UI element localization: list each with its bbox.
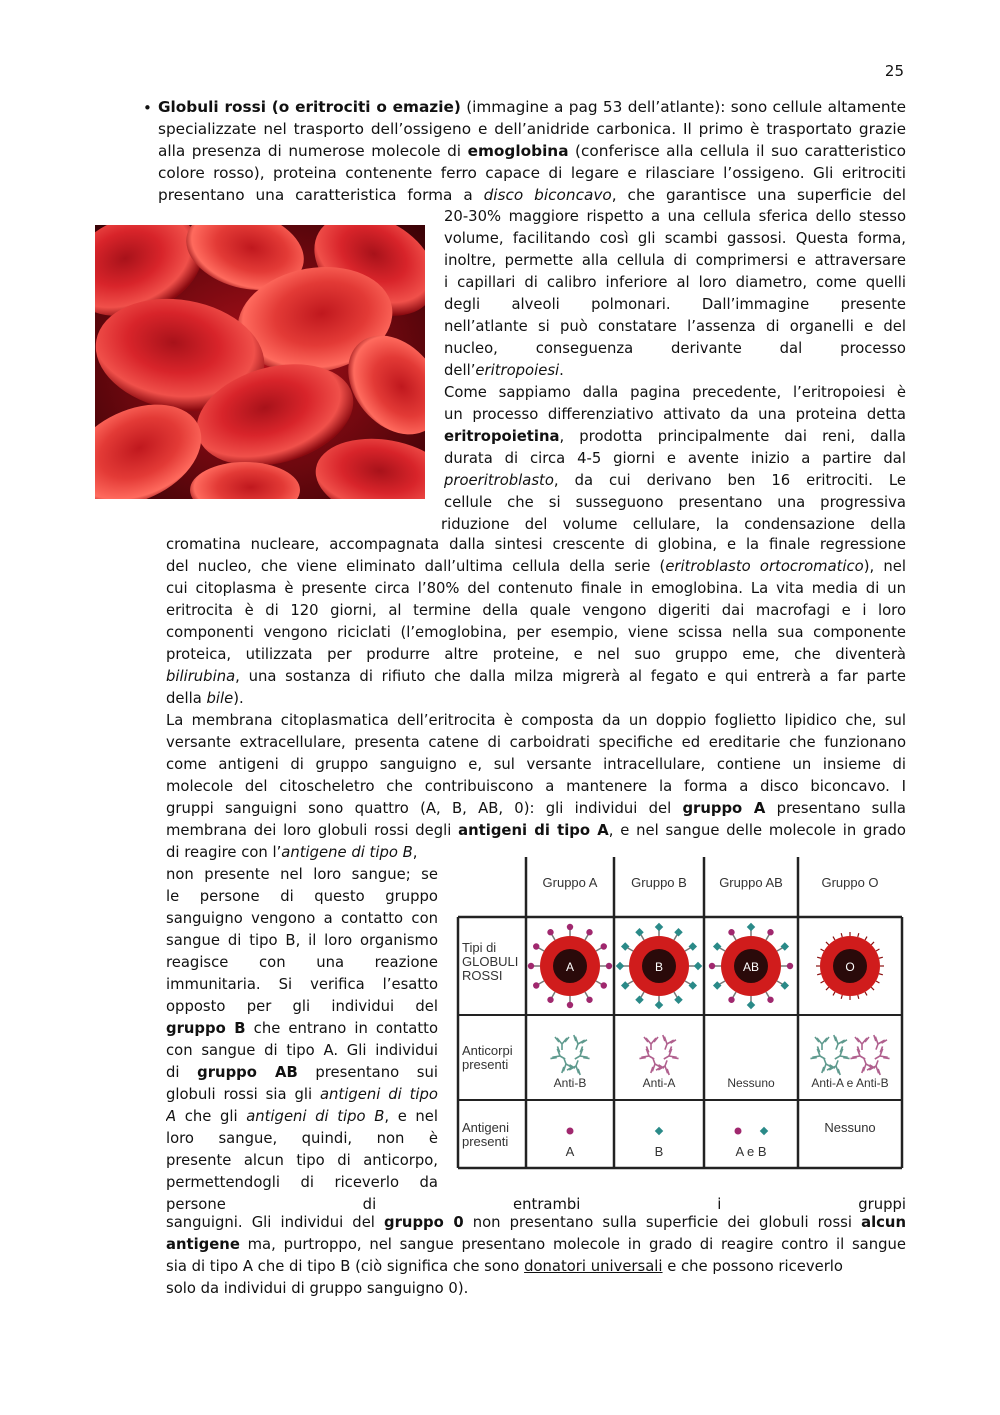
text-segment: proeritroblasto [444,472,554,489]
text-segment: presente alcun tipo di anticorpo, [166,1152,438,1169]
row-label: GLOBULI [462,954,519,969]
row-label: ROSSI [462,968,503,983]
text-segment: riduzione del volume cellulare, la condensazione della [441,516,906,533]
text-line [166,1278,906,1300]
cell-fringe [858,995,859,999]
text-segment: antigene di tipo B [281,844,413,861]
column-header: Gruppo AB [719,875,783,890]
blood-groups-table [456,855,904,1172]
red-blood-cells-photo [95,225,425,499]
text-line [166,1084,438,1106]
page-number: 25 [884,62,904,80]
text-segment: sanguigno vengono a contatto con [166,910,438,927]
antibody-y-shape [855,1037,869,1050]
antibody-y-shape [829,1035,847,1052]
cell-fringe [879,957,883,958]
antibody-y-shape [569,1035,587,1052]
text-line [166,996,438,1018]
antibody-y-shape [869,1035,887,1052]
text-line [166,886,438,908]
antigen-b-marker [655,1127,663,1135]
text-line [166,1212,906,1234]
antibody-y-shape [557,1056,575,1073]
text-line [166,1106,438,1128]
antibody-label: Anti-A [642,1076,676,1090]
text-segment: , da cui derivano ben 16 eritrociti. Le [553,472,906,489]
column-header: Gruppo A [542,875,598,890]
text-segment: i capillari di calibro inferiore al loro diametro, come quelli [444,274,906,291]
text-segment: inoltre, permette alla cellula di comprimersi e attraversare [444,252,906,269]
text-segment: le persone di questo gruppo [166,888,438,905]
cell-fringe [858,933,859,937]
text-segment: un processo differenziativo attivato da una proteina detta [444,406,906,423]
cell-fringe [871,942,874,945]
cell-fringe [826,942,829,945]
text-segment: antigeni di tipo [319,1086,438,1103]
text-line [166,1040,438,1062]
text-segment: durata di circa 4-5 giorni e avente inizio a partire dal [444,450,906,467]
text-line [444,448,906,470]
text-line [444,404,906,426]
text-line [444,294,906,316]
text-segment: gruppo AB [197,1064,298,1081]
text-segment: antigeni di tipo B [246,1108,385,1125]
text-segment: emoglobina [467,142,569,160]
text-segment: proteica, utilizzata per produrre altre proteine, e nel suo gruppo eme, che diventerà [166,646,906,663]
antigen-a-marker [567,1128,574,1135]
text-line [166,1150,438,1172]
text-line [444,470,906,492]
antigen-a-marker [601,943,607,949]
text-line [166,578,906,600]
text-line [166,666,906,688]
text-segment: bile [206,690,234,707]
antibody-y-shape [815,1037,829,1050]
text-segment: presentano sulla [765,800,906,817]
antigen-a-marker [728,929,734,935]
text-line [166,688,906,710]
text-segment: antigeni di tipo A [458,822,609,839]
column-header: Gruppo B [631,875,687,890]
text-segment: alla presenza di numerose molecole di [158,142,468,160]
text-line [166,908,438,930]
row-label: Tipi di [462,940,497,955]
text-line [166,864,438,886]
cell-fringe [841,995,842,999]
cell-fringe [865,992,867,995]
cell-fringe [841,933,842,937]
text-segment: come antigeni di gruppo sanguigno e, sul versante intracellulare, contiene un insieme di [166,756,906,773]
antigen-b-marker [621,981,629,989]
text-segment: di reagire con l’ [166,844,282,861]
text-line [444,382,906,404]
column-header: Gruppo O [821,875,879,890]
text-line [444,228,906,250]
antibody-y-shape [658,1035,676,1052]
text-segment: persone di entrambi i gruppi [166,1196,906,1213]
text-line [166,556,906,578]
cell-fringe [821,981,824,983]
antigen-b-marker [713,942,721,950]
antigen-b-marker [635,928,643,936]
antigen-b-marker [621,942,629,950]
antibody-y-shape [644,1037,658,1050]
text-segment: membrana dei loro globuli rossi degli [166,822,459,839]
antigen-label: Nessuno [824,1120,876,1135]
text-segment: molecole del citoscheletro che contribuiscono a mantenere la forma a disco biconcavo. I [166,778,906,795]
text-segment: ), nel [863,558,906,575]
text-segment: gruppo A [682,800,766,817]
antibody-y-shape [871,1046,889,1065]
text-line [166,952,438,974]
text-segment: eritropoietina [444,428,560,445]
text-line [166,534,906,556]
antibody-y-shape [555,1037,569,1050]
antigen-a-marker [533,943,539,949]
text-line [166,1128,438,1150]
text-segment: nucleo, conseguenza derivante dal processo [444,340,906,357]
text-segment: opposto per gli individui del [166,998,438,1015]
antigen-a-marker [567,924,573,930]
text-segment: con sangue di tipo A. Gli individui [166,1042,438,1059]
text-segment: cui citoplasma è presente circa l’80% del contenuto finale in emoglobina. La vita media di un [166,580,906,597]
text-line [166,1062,438,1084]
text-segment: loro sangue, quindi, non è [166,1130,438,1147]
text-line [166,974,438,996]
text-segment: e che possono riceverlo [662,1258,843,1275]
text-segment: dell’ [444,362,476,379]
text-segment: gruppo B [166,1020,246,1037]
antigen-b-marker [674,928,682,936]
text-segment: che gli [176,1108,247,1125]
antigen-b-marker [689,942,697,950]
text-line [166,820,906,842]
text-line [166,732,906,754]
text-line [158,96,906,118]
antigen-a-marker [567,1002,573,1008]
antigen-a-marker [533,982,539,988]
antigen-b-marker [781,981,789,989]
antigen-b-marker [655,923,663,931]
text-segment: , e nel [384,1108,438,1125]
text-segment: del nucleo, che viene eliminato dall’ultima cellula della serie ( [166,558,666,575]
text-line [158,118,906,140]
antigen-b-marker [635,996,643,1004]
text-line [444,316,906,338]
text-segment: cellule che si susseguono presentano una progressiva [444,494,906,511]
text-line [444,360,906,382]
antigen-label: A [565,1144,575,1159]
text-segment: , [412,844,418,861]
bullet-marker: • [143,99,152,117]
text-line [444,492,906,514]
text-line [158,162,906,184]
text-segment: (conferisce alla cellula il suo caratteristico [568,142,906,160]
text-line [166,1018,438,1040]
text-segment: permettendogli di riceverlo da [166,1174,438,1191]
text-segment: ma, purtroppo, nel sangue presentano molecole in grado di reagire contro il sangue [239,1236,906,1253]
text-segment: globuli rossi sia gli [166,1086,320,1103]
text-segment: , e nel sangue delle molecole in grado [608,822,906,839]
cell-fringe [879,974,883,975]
text-segment: gruppi sanguigni sono quattro (A, B, AB, 0): gli individui del [166,800,683,817]
antigen-a-marker [728,997,734,1003]
antibody-y-shape [857,1056,875,1073]
text-segment: presentano sui [297,1064,438,1081]
cell-fringe [865,937,867,940]
text-segment: non presentano sulla superficie dei globuli rossi [463,1214,862,1231]
text-line [166,600,906,622]
cell-fringe [821,949,824,951]
row-label: presenti [462,1134,509,1149]
cell-fringe [871,987,874,990]
text-line [166,1172,438,1194]
text-segment: donatori universali [524,1258,663,1275]
antigen-a-marker [767,997,773,1003]
antibody-y-shape [831,1046,849,1065]
antigen-b-marker [616,962,624,970]
antigen-a-marker [586,997,592,1003]
text-segment: disco biconcavo [483,186,612,204]
text-line [166,710,906,732]
cell-fringe [826,987,829,990]
antigen-a-marker [601,982,607,988]
text-segment: bilirubina [166,668,236,685]
antibody-label: Anti-A e Anti-B [811,1076,889,1090]
text-segment: sangue di tipo B, il loro organismo [166,932,438,949]
text-segment: alcun [861,1214,906,1231]
antigen-a-marker [547,929,553,935]
text-segment: Come sappiamo dalla pagina precedente, l’eritropoiesi è [444,384,906,401]
text-line [166,930,438,952]
text-line [166,644,906,666]
antigen-label: B [654,1144,664,1159]
text-segment: presentano una caratteristica forma a [158,186,484,204]
antibody-label: Anti-B [553,1076,587,1090]
row-label: presenti [462,1057,509,1072]
row-label: Anticorpi [462,1043,513,1058]
cell-fringe [833,937,835,940]
antigen-a-marker [606,963,612,969]
text-line [444,272,906,294]
text-line [158,184,906,206]
antigen-a-marker [767,929,773,935]
text-segment: volume, facilitando così gli scambi gassosi. Questa forma, [444,230,906,247]
text-line [166,798,906,820]
text-segment: antigene [166,1236,240,1253]
text-segment: eritroblasto ortocromatico [665,558,864,575]
text-line [444,206,906,228]
antigen-a-marker [709,963,715,969]
antigen-label: A e B [735,1144,767,1159]
text-line [444,250,906,272]
text-line [166,754,906,776]
antigen-b-marker [747,923,755,931]
text-segment: 20-30% maggiore rispetto a una cellula sferica dello stesso [444,208,906,225]
text-segment: , una sostanza di rifiuto che dalla milza migrerà al fegato e qui entrerà a far parte [235,668,906,685]
antigen-a-marker [528,963,534,969]
text-line [166,622,906,644]
text-line [166,1234,906,1256]
text-segment: componenti vengono riciclati (l’emoglobina, per esempio, viene scissa nella sua componente [166,624,906,641]
cell-fringe [876,949,879,951]
text-segment: degli alveoli polmonari. Dall’immagine presente [444,296,906,313]
text-segment: della [166,690,207,707]
antigen-b-marker [655,1001,663,1009]
cell-letter: AB [742,960,760,974]
antibody-y-shape [646,1056,664,1073]
cell-letter: A [565,960,575,974]
text-line [166,776,906,798]
cell-fringe [817,974,821,975]
antigen-b-marker [747,1001,755,1009]
text-line [444,426,906,448]
text-segment: eritrocita è di 120 giorni, al termine della quale vengono digeriti dai macrofagi e i loro [166,602,906,619]
text-segment: sia di tipo A che di tipo B (ciò significa che sono [166,1258,525,1275]
antibody-y-shape [817,1056,835,1073]
cell-fringe [876,981,879,983]
antigen-b-marker [674,996,682,1004]
antibody-y-shape [660,1046,678,1065]
text-segment: eritropoiesi [475,362,560,379]
cell-letter: B [654,960,664,974]
text-line [158,140,906,162]
text-segment: solo da individui di gruppo sanguigno 0). [166,1280,469,1297]
text-line [166,842,438,864]
cell-fringe [833,992,835,995]
antigen-a-marker [787,963,793,969]
text-segment: Globuli rossi (o eritrociti o emazie) [158,98,461,116]
text-segment: sanguigni. Gli individui del [166,1214,385,1231]
antigen-b-marker [760,1127,768,1135]
cell-letter: O [845,960,855,974]
antigen-a-marker [547,997,553,1003]
text-segment: A [166,1108,177,1125]
text-segment: La membrana citoplasmatica dell’eritrocita è composta da un doppio foglietto lipidico che, sul [166,712,906,729]
text-segment: , prodotta principalmente dai reni, dalla [559,428,906,445]
text-segment: . [559,362,564,379]
text-segment: di [166,1064,198,1081]
row-label: Antigeni [462,1120,509,1135]
text-segment: gruppo 0 [384,1214,464,1231]
text-segment: nell’atlante si può constatare l’assenza di organelli e del [444,318,906,335]
antibody-y-shape [571,1046,589,1065]
antigen-b-marker [713,981,721,989]
antigen-b-marker [689,981,697,989]
antigen-a-marker [586,929,592,935]
antigen-b-marker [694,962,702,970]
text-segment: , che garantisce una superficie del [611,186,906,204]
text-segment: versante extracellulare, presenta catene di carboidrati specifiche ed ereditarie che funzionano [166,734,906,751]
text-segment: (immagine a pag 53 dell’atlante): sono cellule altamente [460,98,906,116]
cell-fringe [817,957,821,958]
text-line [166,1256,906,1278]
text-segment: colore rosso), proteina contenente ferro capace di legare e rilasciare l’ossigeno. Gli eritrociti [158,164,906,182]
antigen-a-marker [735,1128,742,1135]
text-segment: reagisce con una reazione [166,954,438,971]
text-line [444,338,906,360]
text-segment: che entrano in contatto [245,1020,438,1037]
antigen-b-marker [781,942,789,950]
antibody-label: Nessuno [727,1076,775,1090]
text-segment: specializzate nel trasporto dell’ossigeno e dell’anidride carbonica. Il primo è trasportato grazie [158,120,906,138]
text-segment: immunitaria. Si verifica l’esatto [166,976,438,993]
text-segment: cromatina nucleare, accompagnata dalla sintesi crescente di globina, e la finale regressione [166,536,906,553]
text-line [441,514,906,536]
text-segment: ). [233,690,244,707]
text-segment: non presente nel loro sangue; se [166,866,438,883]
